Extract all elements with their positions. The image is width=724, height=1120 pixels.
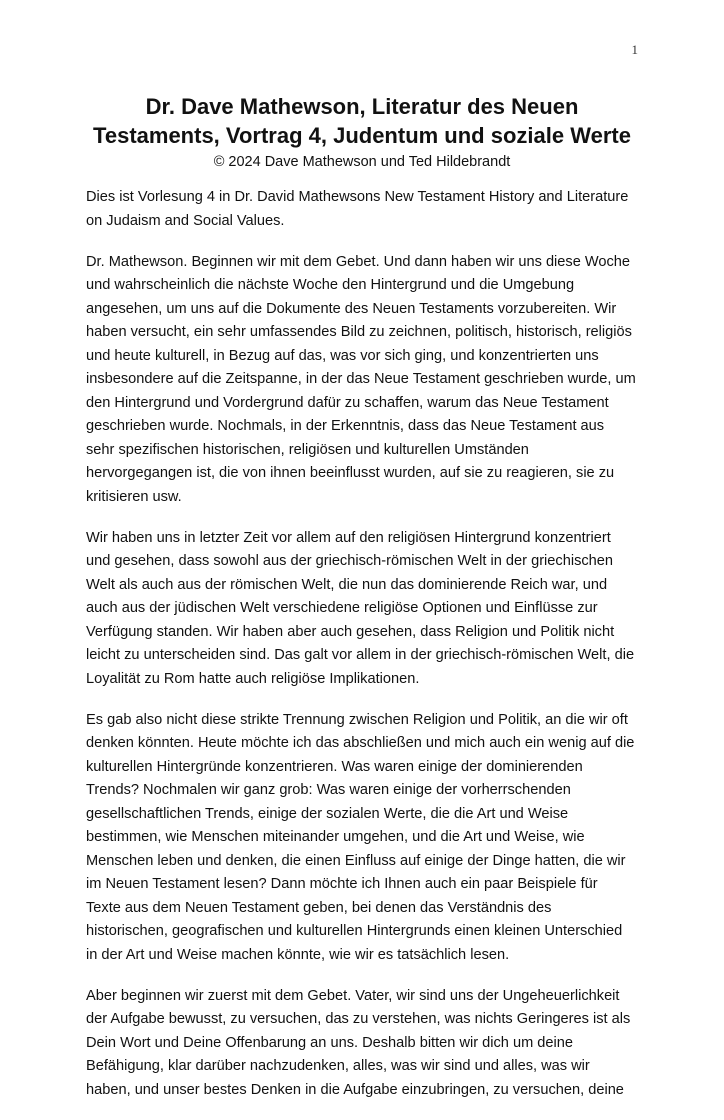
document-title: Dr. Dave Mathewson, Literatur des Neuen Testaments, Vortrag 4, Judentum und soziale Werte xyxy=(93,94,631,148)
copyright-line: © 2024 Dave Mathewson und Ted Hildebrandt xyxy=(213,154,511,170)
paragraph-culture: Es gab also nicht diese strikte Trennung zwischen Religion und Politik, an die wir oft denken könnten. Heute möchte ich das abschließen und mich auch ein wenig auf die kulturellen Hintergründe konzentrieren. Was waren einige der dominierenden Trends? Nochmalen wir ganz grob: Was waren einige der vorherrschenden gesellschaftlichen Trends, einige der sozialen Werte, die die Art und Weise bestimmen, wie Menschen miteinander umgehen, und die Art und Weise, wie Menschen leben und denken, die einen Einfluss auf einige der Dinge hatten, die wir im Neuen Testament lesen? Dann möchte ich Ihnen auch ein paar Beispiele für Texte aus dem Neuen Testament geben, bei denen das Verständnis des historischen, geografischen und kulturellen Hintergrunds einen kleinen Unterschied in der Art und Weise machen könnte, wie wir es tatsächlich lesen. xyxy=(86,711,635,963)
document-header xyxy=(86,92,638,172)
page-number: 1 xyxy=(631,42,638,57)
document-body xyxy=(86,186,636,1120)
paragraph-intro: Dies ist Vorlesung 4 in Dr. David Mathewsons New Testament History and Literature on Judaism and Social Values. xyxy=(86,189,629,229)
paragraph-background: Dr. Mathewson. Beginnen wir mit dem Gebet. Und dann haben wir uns diese Woche und wahrscheinlich die nächste Woche den Hintergrund und die Umgebung angesehen, um uns auf die Dokumente des Neuen Testaments vorzubereiten. Wir haben versucht, ein sehr umfassendes Bild zu zeichnen, politisch, historisch, religiös und heute kulturell, in Bezug auf das, was vor sich ging, und konzentrierten uns insbesondere auf die Zeitspanne, in der das Neue Testament geschrieben wurde, um den Hintergrund und Vordergrund dafür zu schaffen, warum das Neue Testament geschrieben wurde. Nochmals, in der Erkenntnis, dass das Neue Testament aus sehr spezifischen historischen, religiösen und kulturellen Umständen hervorgegangen ist, die von ihnen beeinflusst wurden, auf sie zu reagieren, sie zu kritisieren usw. xyxy=(86,253,636,505)
paragraph-religion: Wir haben uns in letzter Zeit vor allem auf den religiösen Hintergrund konzentriert und gesehen, dass sowohl aus der griechisch-römischen Welt in der griechischen Welt als auch aus der römischen Welt, die nun das dominierende Reich war, und auch aus der jüdischen Welt verschiedene religiöse Optionen und Einflüsse zur Verfügung standen. Wir haben aber auch gesehen, dass Religion und Politik nicht leicht zu unterscheiden sind. Das galt vor allem in der griechisch-römischen Welt, die Loyalität zu Rom hatte auch religiöse Implikationen. xyxy=(86,529,635,687)
paragraph-prayer: Aber beginnen wir zuerst mit dem Gebet. Vater, wir sind uns der Ungeheuerlichkeit der Aufgabe bewusst, zu versuchen, das zu verstehen, was nichts Geringeres ist als Dein Wort und Deine Offenbarung an uns. Deshalb bitten wir dich um deine Befähigung, klar darüber nachzudenken, alles, was wir sind und alles, was wir haben, und unser bestes Denken in die Aufgabe einzubringen, zu versuchen, deine xyxy=(86,987,631,1098)
